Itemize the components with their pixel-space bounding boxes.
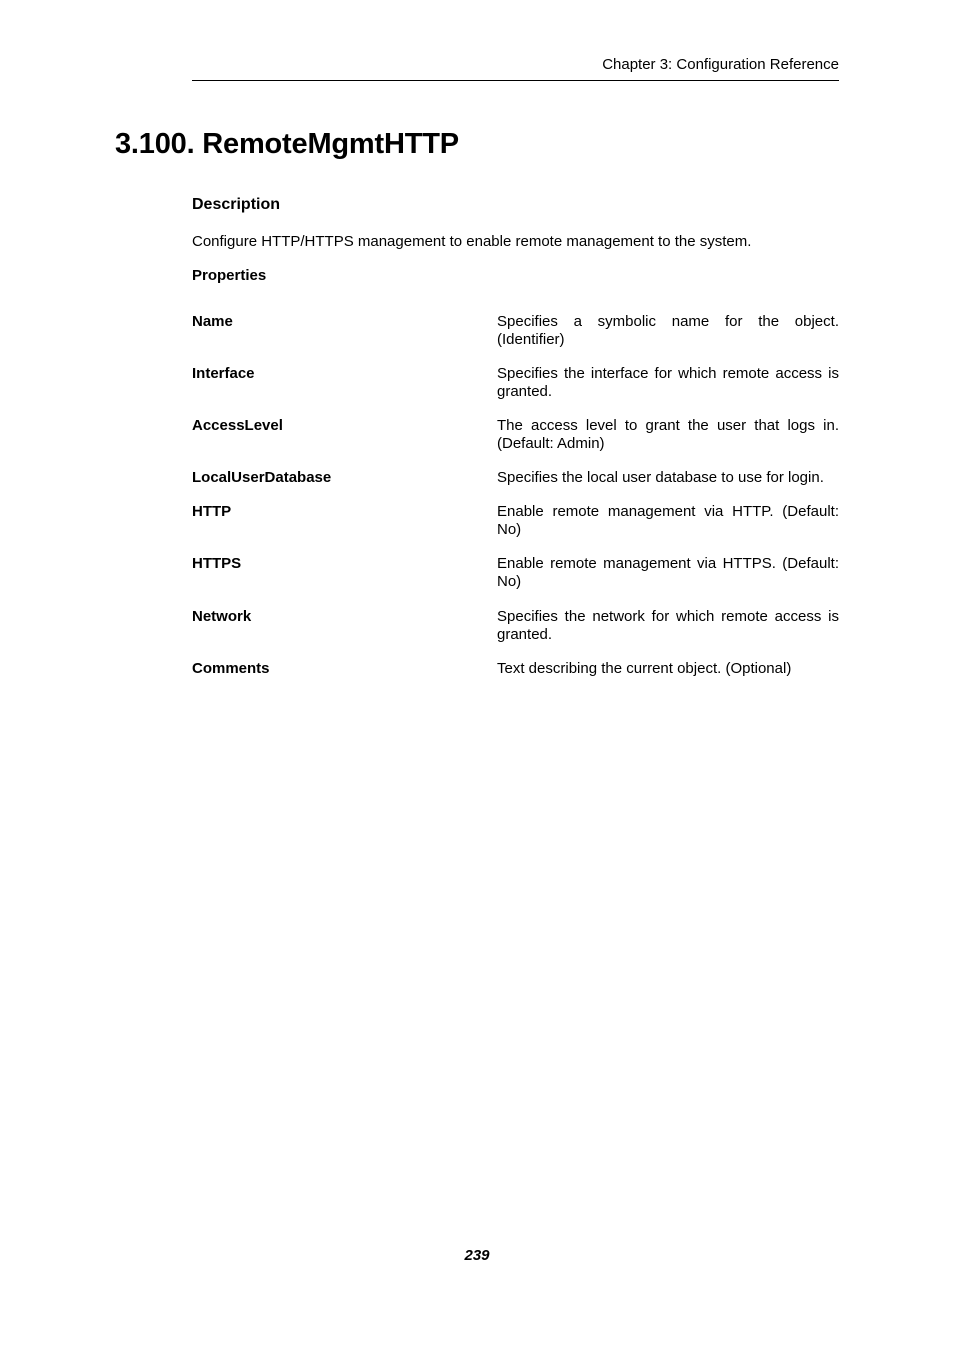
property-row-interface <box>192 365 839 405</box>
property-row-name <box>192 313 839 353</box>
property-name: AccessLevel <box>192 417 283 434</box>
property-description: Specifies the local user database to use for login. <box>497 469 824 486</box>
running-header: Chapter 3: Configuration Reference <box>192 55 839 81</box>
description-text: Configure HTTP/HTTPS management to enable remote management to the system. <box>192 233 752 250</box>
property-row-network <box>192 608 839 648</box>
property-description: The access level to grant the user that logs in. (Default: Admin) <box>497 417 839 452</box>
property-description: Specifies the interface for which remote access is granted. <box>497 365 839 400</box>
property-description: Specifies the network for which remote access is granted. <box>497 608 839 643</box>
property-description: Specifies a symbolic name for the object. (Identifier) <box>497 313 839 348</box>
property-name: HTTPS <box>192 555 242 572</box>
property-name: Name <box>192 313 233 330</box>
property-description: Enable remote management via HTTPS. (Default: No) <box>497 555 839 590</box>
property-row-https <box>192 555 839 595</box>
property-row-accesslevel <box>192 417 839 457</box>
property-row-comments <box>192 660 839 700</box>
property-name: HTTP <box>192 503 232 520</box>
property-name: Network <box>192 608 252 625</box>
properties-heading: Properties <box>192 267 267 284</box>
property-name: LocalUserDatabase <box>192 469 332 486</box>
section-title: 3.100. RemoteMgmtHTTP <box>115 128 459 160</box>
description-heading: Description <box>192 196 281 213</box>
property-description: Text describing the current object. (Optional) <box>497 660 792 677</box>
property-name: Interface <box>192 365 255 382</box>
property-row-http <box>192 503 839 543</box>
property-description: Enable remote management via HTTP. (Default: No) <box>497 503 839 538</box>
page-number: 239 <box>464 1247 490 1264</box>
property-name: Comments <box>192 660 270 677</box>
